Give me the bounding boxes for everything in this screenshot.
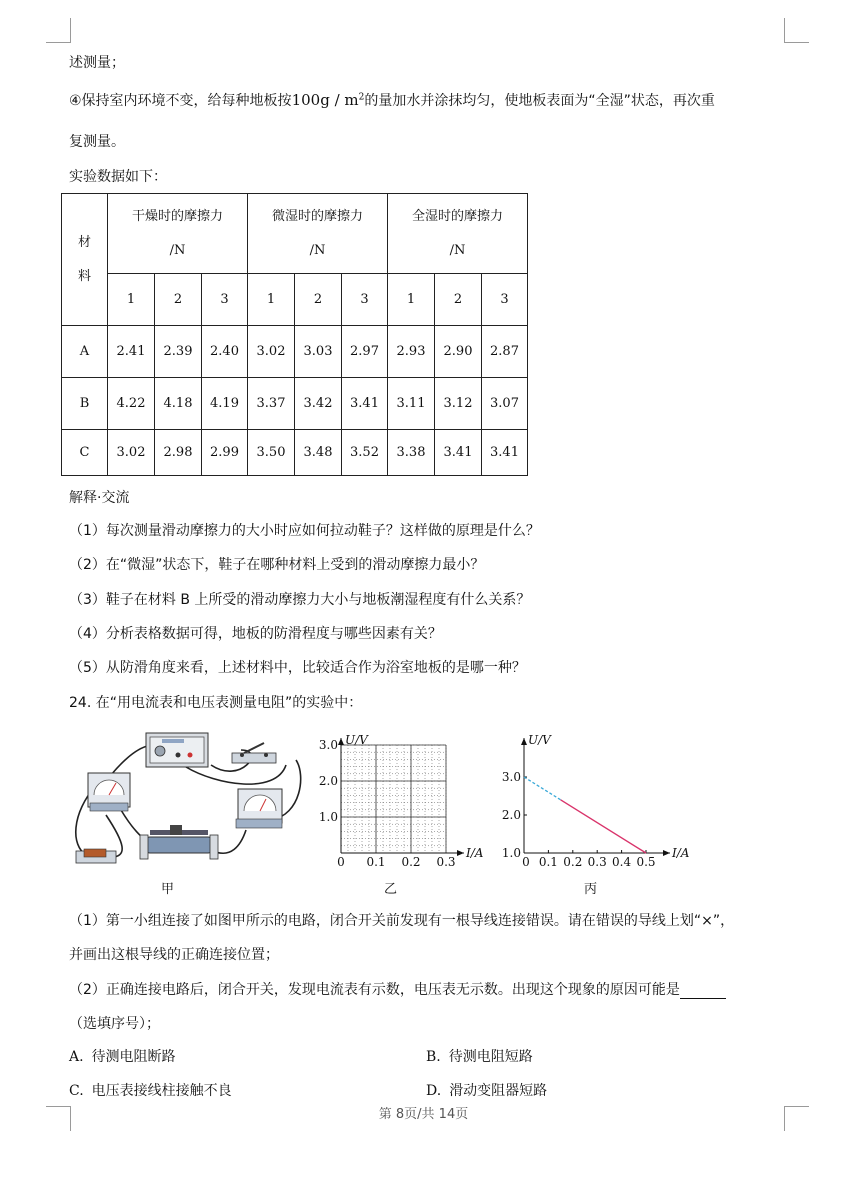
table-cell: 3.38: [388, 430, 435, 476]
x-tick-label: 0.4: [612, 855, 632, 869]
quantity-exponent: 2: [358, 92, 365, 103]
table-cell: 3.42: [295, 378, 342, 430]
material-label: A: [62, 326, 108, 378]
x-tick-label: 0: [337, 855, 345, 869]
subquestion-2-line-b: （选填序号）；: [69, 1016, 160, 1032]
friction-data-table: [61, 193, 528, 476]
text-line-2-c: 的量加水并涂抹均匀，使地板表面为“全湿”状态，再次重: [364, 93, 715, 109]
table-cell: 3.37: [248, 378, 295, 430]
trial-label: 3: [482, 274, 528, 326]
text-line-3: 复测量。: [69, 134, 125, 150]
y-axis-arrow: [338, 738, 344, 745]
material-label: B: [62, 378, 108, 430]
table-cell: 3.03: [295, 326, 342, 378]
crop-mark-top-left: [46, 18, 71, 43]
question-4: （4）分析表格数据可得，地板的防滑程度与哪些因素有关？: [69, 626, 442, 642]
table-cell: 3.50: [248, 430, 295, 476]
y-tick-label: 2.0: [501, 808, 521, 822]
trial-label: 3: [342, 274, 388, 326]
table-cell: 2.40: [202, 326, 248, 378]
subquestion-1-line-b: 并画出这根导线的正确连接位置；: [69, 947, 279, 963]
table-cell: 4.22: [108, 378, 155, 430]
trial-label: 2: [155, 274, 202, 326]
subquestion-2-line-a: （2）正确连接电路后，闭合开关，发现电流表有示数，电压表无示数。出现这个现象的原因可能是: [69, 979, 726, 999]
text-line-2-a: ④保持室内环境不变，给每种地板按: [69, 93, 292, 109]
y-tick-label: 2.0: [318, 774, 338, 788]
trial-label: 3: [202, 274, 248, 326]
switch: [232, 743, 276, 763]
material-header: 材 料: [62, 194, 108, 326]
question-3: （3）鞋子在材料 B 上所受的滑动摩擦力大小与地板潮湿程度有什么关系？: [69, 592, 531, 608]
header-dry: 干燥时的摩擦力 /N: [108, 194, 248, 274]
resistor: [76, 849, 116, 863]
table-cell: 2.93: [388, 326, 435, 378]
table-cell: 3.41: [482, 430, 528, 476]
x-axis-arrow: [457, 850, 464, 856]
y-tick-label: 1.0: [501, 846, 521, 860]
question-1: （1）每次测量滑动摩擦力的大小时应如何拉动鞋子？这样做的原理是什么？: [69, 523, 540, 539]
table-cell: 3.41: [435, 430, 482, 476]
trial-label: 1: [248, 274, 295, 326]
option-c[interactable]: C. 电压表接线柱接触不良: [69, 1083, 232, 1099]
answer-blank[interactable]: [680, 984, 726, 999]
figure-yi-caption: 乙: [384, 882, 398, 897]
graph-bing: [495, 730, 690, 875]
table-cell: 3.48: [295, 430, 342, 476]
table-cell: 3.12: [435, 378, 482, 430]
power-supply: [146, 733, 208, 767]
table-cell: 3.52: [342, 430, 388, 476]
meter-left: [88, 773, 130, 811]
x-tick-label: 0.3: [587, 855, 607, 869]
data-line: [561, 800, 646, 853]
table-row: [62, 430, 528, 476]
table-cell: 3.02: [108, 430, 155, 476]
option-d[interactable]: D. 滑动变阻器短路: [426, 1083, 548, 1099]
trial-label: 1: [108, 274, 155, 326]
text-line-4: 实验数据如下：: [69, 169, 167, 185]
trial-label: 2: [295, 274, 342, 326]
page-footer: 第 8页/共 14页: [378, 1107, 469, 1122]
x-tick-label: 0.2: [401, 855, 421, 869]
trial-label: 1: [388, 274, 435, 326]
table-cell: 3.07: [482, 378, 528, 430]
text-line-1: 述测量；: [69, 55, 125, 71]
table-cell: 4.18: [155, 378, 202, 430]
question-2: （2）在“微湿”状态下，鞋子在哪种材料上受到的滑动摩擦力最小？: [69, 557, 485, 573]
x-tick-label: 0.1: [366, 855, 386, 869]
table-cell: 2.99: [202, 430, 248, 476]
x-tick-label: 0.3: [436, 855, 456, 869]
material-label: C: [62, 430, 108, 476]
y-tick-label: 3.0: [501, 770, 521, 784]
option-a[interactable]: A. 待测电阻断路: [69, 1049, 176, 1065]
question-24-title: 24. 在“用电流表和电压表测量电阻”的实验中：: [69, 695, 363, 711]
x-tick-label: 0.5: [636, 855, 656, 869]
table-cell: 2.98: [155, 430, 202, 476]
circuit-diagram: [66, 725, 306, 875]
y-tick-label: 3.0: [318, 738, 338, 752]
section-heading: 解释·交流: [69, 490, 130, 506]
extrapolated-line: [524, 777, 561, 800]
table-cell: 2.87: [482, 326, 528, 378]
table-cell: 2.39: [155, 326, 202, 378]
rheostat: [140, 825, 218, 859]
table-cell: 3.11: [388, 378, 435, 430]
wire: [186, 765, 286, 784]
table-row: [62, 378, 528, 430]
subquestion-1-line-a: （1）第一小组连接了如图甲所示的电路，闭合开关前发现有一根导线连接错误。请在错误的导线上划“×”，: [69, 913, 735, 929]
header-fully-wet: 全湿时的摩擦力 /N: [388, 194, 528, 274]
trial-label: 2: [435, 274, 482, 326]
graph-yi: [310, 730, 484, 875]
meter-right: [236, 789, 282, 828]
option-b[interactable]: B. 待测电阻短路: [426, 1049, 533, 1065]
crop-mark-top-right: [784, 18, 809, 43]
table-cell: 2.97: [342, 326, 388, 378]
text-line-2: [69, 90, 715, 110]
table-cell: 2.41: [108, 326, 155, 378]
y-axis-label: U/V: [528, 733, 551, 747]
x-axis-label: I/A: [672, 846, 690, 860]
table-cell: 4.19: [202, 378, 248, 430]
figure-jia-caption: 甲: [161, 882, 175, 897]
header-slightly-wet: 微湿时的摩擦力 /N: [248, 194, 388, 274]
x-tick-label: 0.2: [563, 855, 583, 869]
y-axis-arrow: [521, 738, 527, 745]
quantity-value: 100g / m: [291, 91, 359, 109]
question-5: （5）从防滑角度来看，上述材料中，比较适合作为浴室地板的是哪一种？: [69, 660, 526, 676]
y-tick-label: 1.0: [318, 810, 338, 824]
table-cell: 3.02: [248, 326, 295, 378]
x-axis-label: I/A: [466, 846, 484, 860]
table-cell: 3.41: [342, 378, 388, 430]
table-row: [62, 326, 528, 378]
x-axis-arrow: [663, 850, 670, 856]
y-axis-label: U/V: [345, 733, 368, 747]
figure-bing-caption: 丙: [584, 882, 598, 897]
x-tick-label: 0: [522, 855, 530, 869]
x-tick-label: 0.1: [538, 855, 558, 869]
table-cell: 2.90: [435, 326, 482, 378]
